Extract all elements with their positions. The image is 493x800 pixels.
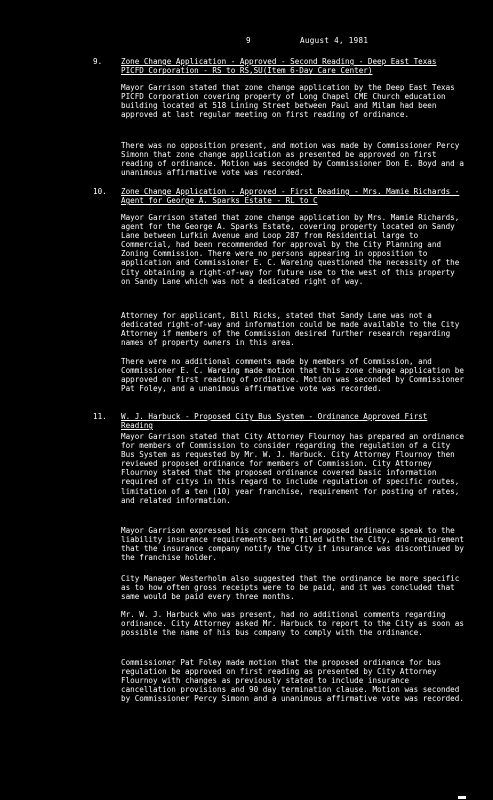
scan-mark [458, 796, 466, 799]
item-title: Zone Change Application - Approved - Second Reading - Deep East Texas PICFD Corporation - RS to RS,SU(Item 6-Day Care Center) [121, 57, 437, 76]
item-number: 9. [93, 57, 103, 66]
item-paragraph: Mayor Garrison stated that zone change application by Mrs. Mamie Richards, agent for the George A. Sparks Estate, covering property located on Sandy Lane between Lufkin Avenue and Loop 287 from Residential large to Commercial, had been recommended for approval by the City Planning and Zoning Commission. There were no persons appearing in opposition to application and Commissioner E. C. Wareing questioned the necessity of the City obtaining a right-of-way for future use to the west of this property on Sandy Lane which was not a dedicated right of way. [121, 213, 460, 286]
item-paragraph: City Manager Westerholm also suggested that the ordinance be more specific as to how often gross receipts were to be paid, and it was concluded that same would be paid every three months. [121, 574, 460, 602]
item-title: W. J. Harbuck - Proposed City Bus System - Ordinance Approved First Reading [121, 412, 428, 431]
item-paragraph: Attorney for applicant, Bill Ricks, stated that Sandy Lane was not a dedicated right-of-way and information could be made available to the City Attorney if members of the Commission desired further research regarding names of property owners in this area. [121, 311, 460, 348]
item-paragraph: Mayor Garrison expressed his concern that proposed ordinance speak to the liability insurance requirements being filed with the City, and requirement that the insurance company notify the City if insurance was discontinued by the franchise holder. [121, 526, 464, 563]
item-paragraph: Mayor Garrison stated that zone change application by the Deep East Texas PICFD Corporation covering property of Long Chapel CME Church education building located at 518 Lining Street between Paul and Milam had been approved at last regular meeting on first reading of ordinance. [121, 83, 455, 120]
item-paragraph: There were no additional comments made by members of Commission, and Commissioner E. C. Wareing made motion that this zone change application be approved on first reading of ordinance. Motion was seconded by Commissioner Pat Foley, and a unanimous affirmative vote was recorded. [121, 357, 464, 394]
item-number: 11. [93, 412, 107, 421]
item-paragraph: Mayor Garrison stated that City Attorney Flournoy has prepared an ordinance for members of Commission to consider regarding the regulation of a City Bus System as requested by Mr. W. J. Harbuck. City Attorney Flournoy then reviewed proposed ordinance for members of Commission. City Attorney Flournoy stated that the proposed ordinance covered basic information required of citys in this regard to include regulation of specific routes, limitation of a ten (10) year franchise, requirement for posting of rates, and related information. [121, 432, 464, 505]
meeting-date: August 4, 1981 [300, 36, 369, 45]
item-title: Zone Change Application - Approved - First Reading - Mrs. Mamie Richards - Agent for George A. Sparks Estate - RL to C [121, 187, 460, 206]
page-number: 9 [246, 36, 251, 45]
item-number: 10. [93, 187, 107, 196]
item-paragraph: Mr. W. J. Harbuck who was present, had no additional comments regarding ordinance. City Attorney asked Mr. Harbuck to report to the City as soon as possible the name of his bus company to comply with the ordinance. [121, 610, 464, 638]
page-header [0, 36, 493, 48]
item-paragraph: There was no opposition present, and motion was made by Commissioner Percy Simonn that zone change application as presented be approved on first reading of ordinance. Motion was seconded by Commissioner Don E. Boyd and a unanimous affirmative vote was recorded. [121, 141, 464, 178]
item-paragraph: Commissioner Pat Foley made motion that the proposed ordinance for bus regulation be approved on first reading as presented by City Attorney Flournoy with changes as previously stated to include insurance cancellation provisions and 90 day termination clause. Motion was seconded by Commissioner Percy Simonn and a unanimous affirmative vote was recorded. [121, 658, 464, 704]
